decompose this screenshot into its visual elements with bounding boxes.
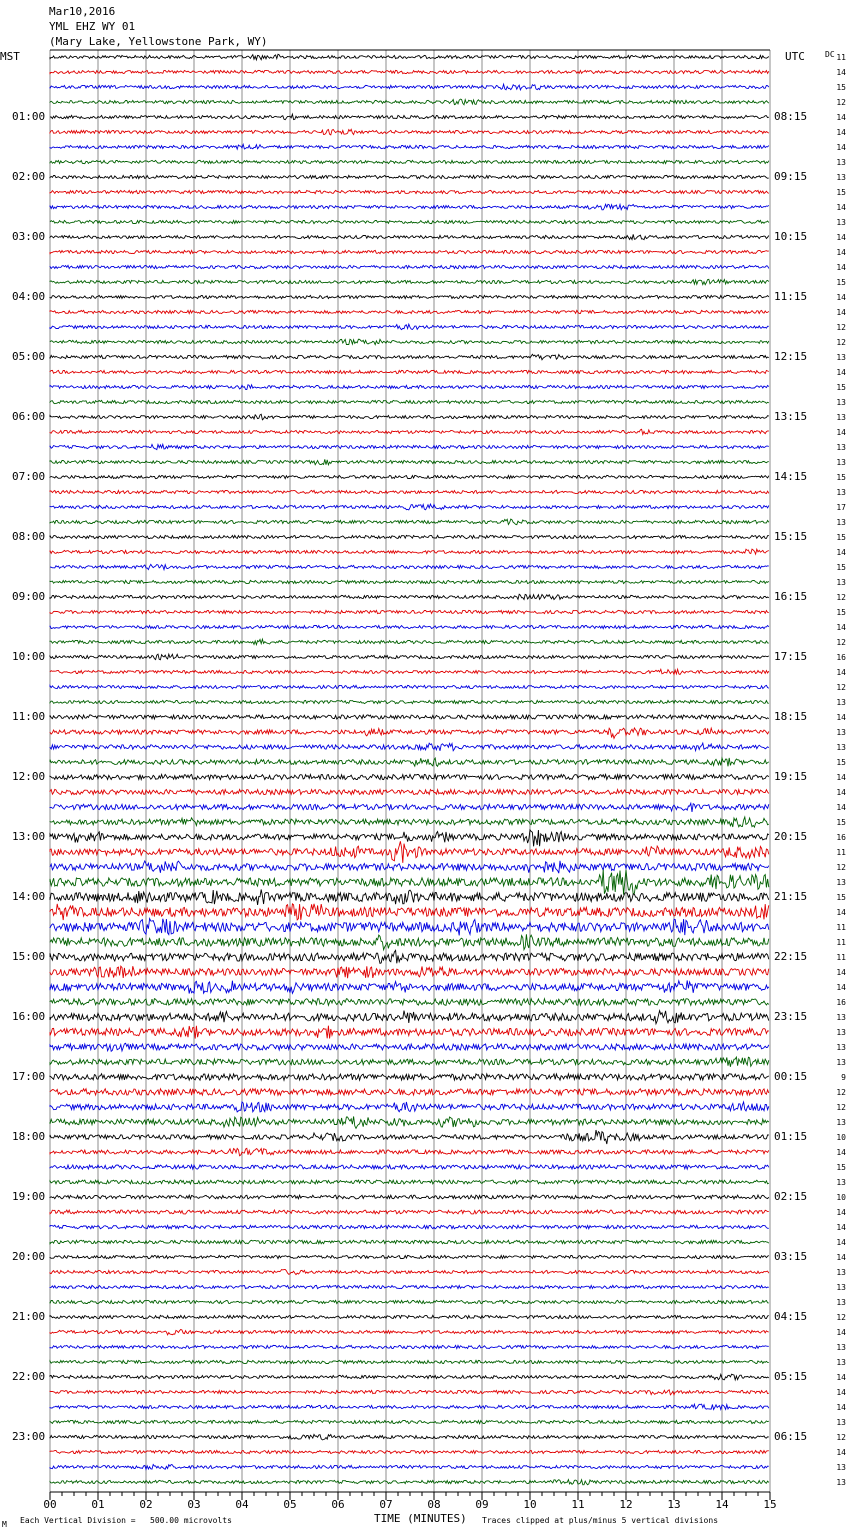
trace-row: [50, 1390, 769, 1395]
dc-offset-value: 10: [836, 1193, 846, 1202]
trace-row: [50, 385, 769, 390]
dc-offset-value: 13: [836, 1013, 846, 1022]
dc-offset-value: 14: [836, 908, 846, 917]
left-hour-label: 23:00: [12, 1430, 46, 1443]
dc-offset-value: 13: [836, 1118, 846, 1127]
dc-offset-value: 14: [836, 773, 846, 782]
trace-row: [50, 1255, 769, 1258]
x-axis-title: TIME (MINUTES): [374, 1512, 467, 1525]
trace-row: [50, 1148, 769, 1155]
dc-offset-value: 13: [836, 443, 846, 452]
dc-offset-value: 13: [836, 1058, 846, 1067]
trace-row: [50, 1420, 769, 1423]
trace-row: [50, 966, 769, 978]
left-hour-label: 20:00: [12, 1250, 46, 1263]
dc-offset-value: 11: [836, 848, 846, 857]
trace-row: [50, 934, 769, 950]
trace-row: [50, 70, 769, 73]
right-hour-label: 03:15: [774, 1250, 808, 1263]
trace-row: [50, 685, 769, 688]
dc-offset-value: 14: [836, 788, 846, 797]
dc-offset-value: 13: [836, 398, 846, 407]
trace-row: [50, 1102, 769, 1112]
trace-row: [50, 700, 769, 703]
trace-row: [50, 1434, 769, 1440]
left-hour-label: 04:00: [12, 290, 46, 303]
right-hour-label: 08:15: [774, 110, 808, 123]
trace-row: [50, 580, 769, 583]
x-tick-label: 12: [619, 1498, 633, 1511]
right-hour-label: 19:15: [774, 770, 808, 783]
dc-offset-value: 13: [836, 413, 846, 422]
trace-row: [50, 535, 769, 538]
trace-row: [50, 625, 769, 628]
trace-row: [50, 160, 769, 163]
trace-row: [50, 1240, 769, 1244]
left-hour-label: 12:00: [12, 770, 46, 783]
trace-row: [50, 654, 769, 660]
trace-row: [50, 475, 769, 478]
trace-row: [50, 490, 769, 493]
trace-row: [50, 1180, 769, 1184]
dc-offset-value: 13: [836, 158, 846, 167]
dc-offset-value: 13: [836, 173, 846, 182]
trace-row: [50, 1043, 769, 1051]
dc-offset-value: 15: [836, 83, 846, 92]
dc-offset-value: 13: [836, 1298, 846, 1307]
dc-offset-header: DC: [825, 50, 835, 59]
trace-row: [50, 354, 769, 360]
dc-offset-value: 11: [836, 53, 846, 62]
right-hour-label: 14:15: [774, 470, 808, 483]
trace-row: [50, 594, 769, 599]
trace-row: [50, 1345, 769, 1348]
right-timezone-label: UTC: [785, 50, 805, 63]
trace-row: [50, 459, 769, 465]
dc-offset-value: 16: [836, 653, 846, 662]
dc-offset-value: 13: [836, 743, 846, 752]
dc-offset-value: 14: [836, 233, 846, 242]
trace-row: [50, 99, 769, 105]
left-hour-label: 11:00: [12, 710, 46, 723]
right-hour-label: 00:15: [774, 1070, 808, 1083]
left-hour-label: 09:00: [12, 590, 46, 603]
dc-offset-value: 12: [836, 323, 846, 332]
right-hour-label: 02:15: [774, 1190, 808, 1203]
trace-row: [50, 564, 769, 569]
dc-offset-value: 13: [836, 1178, 846, 1187]
trace-row: [50, 774, 769, 779]
dc-offset-value: 14: [836, 1403, 846, 1412]
dc-offset-value: 15: [836, 608, 846, 617]
trace-row: [50, 728, 769, 738]
trace-row: [50, 803, 769, 812]
dc-offset-value: 13: [836, 1478, 846, 1487]
trace-row: [50, 144, 769, 149]
dc-offset-value: 14: [836, 1253, 846, 1262]
dc-offset-value: 13: [836, 1358, 846, 1367]
dc-offset-value: 14: [836, 368, 846, 377]
trace-row: [50, 1270, 769, 1275]
trace-row: [50, 444, 769, 449]
x-tick-label: 07: [379, 1498, 393, 1511]
dc-offset-value: 14: [836, 68, 846, 77]
trace-row: [50, 861, 769, 873]
dc-offset-value: 14: [836, 428, 846, 437]
trace-row: [50, 1480, 769, 1485]
dc-offset-value: 12: [836, 98, 846, 107]
right-hour-label: 09:15: [774, 170, 808, 183]
x-tick-label: 13: [667, 1498, 681, 1511]
dc-offset-value: 12: [836, 1088, 846, 1097]
dc-offset-value: 13: [836, 878, 846, 887]
dc-offset-value: 10: [836, 1133, 846, 1142]
trace-row: [50, 980, 769, 993]
trace-row: [50, 279, 769, 284]
right-hour-label: 23:15: [774, 1010, 808, 1023]
dc-offset-value: 13: [836, 728, 846, 737]
left-hour-label: 06:00: [12, 410, 46, 423]
left-hour-label: 07:00: [12, 470, 46, 483]
right-hour-label: 01:15: [774, 1130, 808, 1143]
trace-row: [50, 310, 769, 313]
chart-date: Mar10,2016: [49, 5, 116, 18]
left-hour-label: 02:00: [12, 170, 46, 183]
dc-offset-value: 13: [836, 1283, 846, 1292]
dc-offset-value: 14: [836, 1208, 846, 1217]
left-hour-label: 03:00: [12, 230, 46, 243]
trace-row: [50, 1074, 769, 1080]
trace-row: [50, 1011, 769, 1024]
trace-row: [50, 715, 769, 719]
dc-offset-value: 14: [836, 623, 846, 632]
dc-offset-value: 14: [836, 128, 846, 137]
dc-offset-value: 14: [836, 1328, 846, 1337]
dc-offset-value: 13: [836, 1343, 846, 1352]
left-timezone-label: MST: [0, 50, 20, 63]
dc-offset-value: 12: [836, 1433, 846, 1442]
dc-offset-value: 16: [836, 998, 846, 1007]
left-hour-label: 15:00: [12, 950, 46, 963]
dc-offset-value: 15: [836, 473, 846, 482]
dc-offset-value: 13: [836, 518, 846, 527]
trace-row: [50, 54, 769, 60]
trace-row: [50, 1165, 769, 1169]
left-hour-label: 10:00: [12, 650, 46, 663]
corner-mark: M: [2, 1520, 7, 1529]
trace-row: [50, 339, 769, 344]
trace-row: [50, 1450, 769, 1453]
dc-offset-value: 14: [836, 713, 846, 722]
right-hour-label: 20:15: [774, 830, 808, 843]
trace-row: [50, 519, 769, 525]
trace-row: [50, 830, 769, 846]
dc-offset-value: 11: [836, 923, 846, 932]
right-hour-label: 11:15: [774, 290, 808, 303]
left-hour-label: 08:00: [12, 530, 46, 543]
trace-row: [50, 999, 769, 1006]
dc-offset-value: 14: [836, 203, 846, 212]
trace-row: [50, 129, 769, 135]
trace-row: [50, 429, 769, 434]
x-tick-label: 01: [91, 1498, 105, 1511]
trace-row: [50, 250, 769, 253]
right-hour-label: 06:15: [774, 1430, 808, 1443]
scale-note: Each Vertical Division = 500.00 microvolts: [20, 1516, 232, 1525]
trace-row: [50, 1465, 769, 1470]
trace-row: [50, 1195, 769, 1199]
left-hour-label: 05:00: [12, 350, 46, 363]
trace-row: [50, 204, 769, 210]
trace-row: [50, 817, 769, 827]
dc-offset-value: 14: [836, 1223, 846, 1232]
x-tick-label: 10: [523, 1498, 537, 1511]
trace-row: [50, 841, 769, 863]
dc-offset-value: 14: [836, 1148, 846, 1157]
dc-offset-value: 12: [836, 638, 846, 647]
dc-offset-value: 13: [836, 1043, 846, 1052]
dc-offset-value: 11: [836, 938, 846, 947]
x-tick-label: 05: [283, 1498, 297, 1511]
trace-row: [50, 1329, 769, 1334]
x-tick-label: 00: [43, 1498, 57, 1511]
right-hour-label: 10:15: [774, 230, 808, 243]
x-tick-label: 06: [331, 1498, 345, 1511]
dc-offset-value: 14: [836, 1238, 846, 1247]
dc-offset-value: 13: [836, 458, 846, 467]
dc-offset-value: 11: [836, 953, 846, 962]
trace-row: [50, 758, 769, 766]
left-hour-label: 19:00: [12, 1190, 46, 1203]
trace-row: [50, 370, 769, 373]
trace-row: [50, 1210, 769, 1214]
dc-offset-value: 9: [841, 1073, 846, 1082]
trace-row: [50, 549, 769, 554]
trace-row: [50, 950, 769, 963]
trace-row: [50, 1026, 769, 1039]
dc-offset-value: 16: [836, 833, 846, 842]
trace-row: [50, 904, 769, 920]
trace-row: [50, 414, 769, 420]
left-hour-label: 22:00: [12, 1370, 46, 1383]
trace-row: [50, 84, 769, 90]
trace-row: [50, 610, 769, 613]
trace-row: [50, 890, 769, 905]
dc-offset-value: 17: [836, 503, 846, 512]
dc-offset-value: 14: [836, 1388, 846, 1397]
trace-row: [50, 1130, 769, 1144]
trace-row: [50, 265, 769, 268]
trace-row: [50, 504, 769, 510]
right-hour-label: 13:15: [774, 410, 808, 423]
x-tick-label: 02: [139, 1498, 153, 1511]
dc-offset-value: 14: [836, 968, 846, 977]
trace-row: [50, 1285, 769, 1288]
dc-offset-value: 13: [836, 578, 846, 587]
dc-offset-value: 14: [836, 548, 846, 557]
trace-row: [50, 190, 769, 193]
left-hour-label: 16:00: [12, 1010, 46, 1023]
dc-offset-value: 15: [836, 893, 846, 902]
dc-offset-value: 13: [836, 1463, 846, 1472]
dc-offset-value: 12: [836, 683, 846, 692]
dc-offset-value: 15: [836, 188, 846, 197]
right-hour-label: 04:15: [774, 1310, 808, 1323]
right-hour-label: 12:15: [774, 350, 808, 363]
clip-note: Traces clipped at plus/minus 5 vertical divisions: [482, 1516, 719, 1525]
dc-offset-value: 14: [836, 143, 846, 152]
dc-offset-value: 12: [836, 1313, 846, 1322]
dc-offset-value: 14: [836, 803, 846, 812]
dc-offset-value: 15: [836, 278, 846, 287]
right-hour-label: 17:15: [774, 650, 808, 663]
trace-row: [50, 175, 769, 178]
dc-offset-value: 14: [836, 263, 846, 272]
trace-row: [50, 114, 769, 120]
right-hour-label: 15:15: [774, 530, 808, 543]
trace-row: [50, 1360, 769, 1363]
trace-row: [50, 743, 769, 751]
dc-offset-value: 14: [836, 113, 846, 122]
dc-offset-value: 12: [836, 1103, 846, 1112]
right-hour-label: 21:15: [774, 890, 808, 903]
dc-offset-value: 14: [836, 248, 846, 257]
left-hour-label: 14:00: [12, 890, 46, 903]
dc-offset-value: 15: [836, 818, 846, 827]
dc-offset-value: 13: [836, 1268, 846, 1277]
x-tick-label: 15: [763, 1498, 777, 1511]
dc-offset-value: 14: [836, 983, 846, 992]
trace-row: [50, 1116, 769, 1128]
dc-offset-value: 15: [836, 1163, 846, 1172]
dc-offset-value: 13: [836, 1028, 846, 1037]
dc-offset-value: 15: [836, 533, 846, 542]
x-tick-label: 09: [475, 1498, 489, 1511]
trace-row: [50, 1374, 769, 1380]
dc-offset-value: 13: [836, 698, 846, 707]
trace-row: [50, 295, 769, 298]
trace-row: [50, 220, 769, 223]
dc-offset-value: 15: [836, 383, 846, 392]
right-hour-label: 22:15: [774, 950, 808, 963]
x-tick-label: 11: [571, 1498, 585, 1511]
trace-row: [50, 1057, 769, 1067]
trace-row: [50, 1300, 769, 1303]
station-location: (Mary Lake, Yellowstone Park, WY): [49, 35, 268, 48]
dc-offset-value: 13: [836, 1418, 846, 1427]
dc-offset-value: 13: [836, 353, 846, 362]
dc-offset-value: 12: [836, 593, 846, 602]
dc-offset-value: 14: [836, 1448, 846, 1457]
trace-row: [50, 1089, 769, 1095]
station-code: YML EHZ WY 01: [49, 20, 136, 33]
trace-row: [50, 400, 769, 403]
dc-offset-value: 15: [836, 563, 846, 572]
dc-offset-value: 14: [836, 1373, 846, 1382]
trace-row: [50, 789, 769, 794]
x-tick-label: 03: [187, 1498, 201, 1511]
dc-offset-value: 14: [836, 668, 846, 677]
dc-offset-value: 12: [836, 863, 846, 872]
left-hour-label: 21:00: [12, 1310, 46, 1323]
trace-row: [50, 919, 769, 936]
trace-row: [50, 234, 769, 239]
left-hour-label: 17:00: [12, 1070, 46, 1083]
right-hour-label: 05:15: [774, 1370, 808, 1383]
x-tick-label: 14: [715, 1498, 729, 1511]
left-hour-label: 13:00: [12, 830, 46, 843]
dc-offset-value: 15: [836, 758, 846, 767]
dc-offset-value: 12: [836, 338, 846, 347]
trace-row: [50, 669, 769, 674]
dc-offset-value: 13: [836, 218, 846, 227]
right-hour-label: 18:15: [774, 710, 808, 723]
trace-row: [50, 1315, 769, 1318]
dc-offset-value: 14: [836, 308, 846, 317]
trace-row: [50, 324, 769, 329]
x-tick-label: 04: [235, 1498, 249, 1511]
trace-row: [50, 639, 769, 644]
left-hour-label: 18:00: [12, 1130, 46, 1143]
dc-offset-value: 13: [836, 488, 846, 497]
dc-offset-value: 14: [836, 293, 846, 302]
trace-row: [50, 1404, 769, 1409]
left-hour-label: 01:00: [12, 110, 46, 123]
right-hour-label: 16:15: [774, 590, 808, 603]
trace-row: [50, 1225, 769, 1229]
x-tick-label: 08: [427, 1498, 441, 1511]
